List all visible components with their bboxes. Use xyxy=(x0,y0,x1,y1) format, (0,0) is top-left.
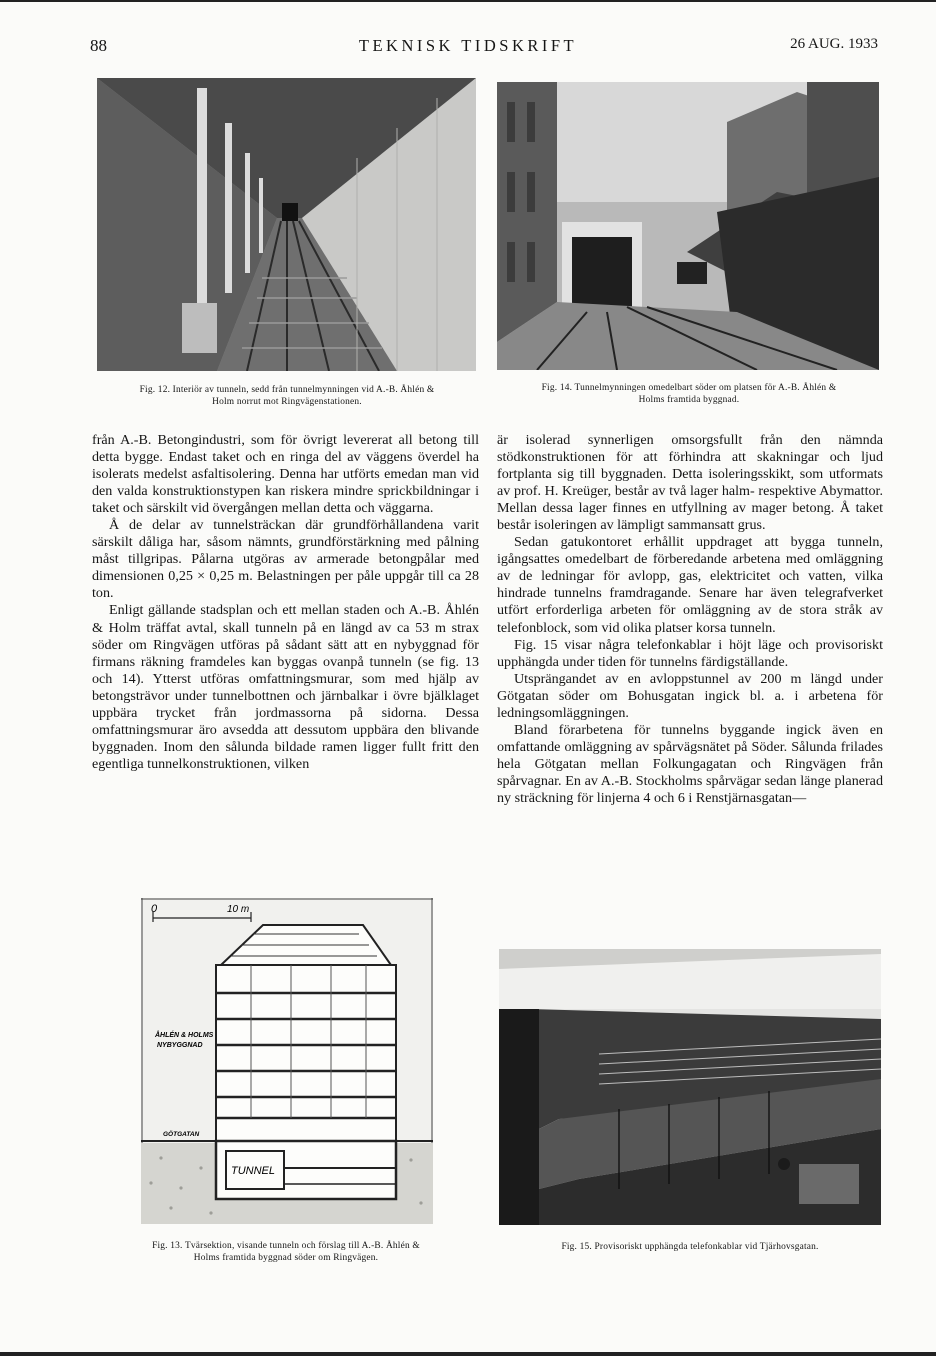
fig14-caption-line1: Fig. 14. Tunnelmynningen omedelbart söder om platsen för A.-B. Åhlén & xyxy=(541,383,837,393)
right-paragraph-5: Bland förarbetena för tunnelns byggande ingick även en omfattande omläggning av spårvägsnätet på Söder. Sålunda frilades hela Götgatan mellan Folkungagatan och Ringvägen från spårvagnar. En av A.-B. Stockholms spårvägar sedan länge planerad ny sträckning för linjerna 4 och 6 i Renstjärnasgatan— xyxy=(497,721,883,806)
fig13-caption-line1: Fig. 13. Tvärsektion, visande tunneln och förslag till A.-B. Åhlén & xyxy=(152,1241,420,1251)
fig15-caption: Fig. 15. Provisoriskt upphängda telefonkablar vid Tjärhovsgatan. xyxy=(561,1242,819,1252)
right-paragraph-2: Sedan gatukontoret erhållit uppdraget att bygga tunneln, igångsattes omedelbart de förberedande arbetena med omläggning av de ledningar för avlopp, gas, elektricitet och vatten, vilka hindrade tunnelns framdragande. Senare har även telegrafverket utfört erforderliga arbeten för omläggning av de stora stråk av telefonblock, som vid olika platser korsa tunneln. xyxy=(497,534,883,636)
fig14-caption xyxy=(494,382,884,406)
journal-title: TEKNISK TIDSKRIFT xyxy=(358,36,578,55)
fig13-drawing xyxy=(141,898,433,1224)
fig12-caption-line2: Holm norrut mot Ringvägenstationen. xyxy=(212,397,362,407)
fig13-label-building-2: NYBYGGNAD xyxy=(157,1042,203,1049)
left-paragraph-2: Å de delar av tunnelsträckan där grundförhållandena varit särskilt dåliga har, såsom nämnts, grundförstärkning med pålning måst tillgripas. Pålarna utgöras av armerade betongpålar med dimensionen 0,25 × 0,25 m. Belastningen per påle uppgår till ca 28 ton. xyxy=(92,517,479,602)
fig13-label-tunnel: TUNNEL xyxy=(231,1165,276,1177)
left-paragraph-3: Enligt gällande stadsplan och ett mellan staden och A.-B. Åhlén & Holm träffat avtal, skall tunneln på en längd av ca 53 m strax söder om Ringvägen utföras på sådant sätt att en nybyggnad för firmans räkning framdeles kan byggas ovanpå tunneln (se fig. 13 och 14). Ytterst utföras omfattningsmurar, som med hjälp av betongsträvor under tunnelbottnen och järnbalkar i övre bjälklaget uppbära trycket från jordmassorna på sidorna. Dessa omfattningsmurar äro avsedda att dessutom uppbära den blivande byggnaden. Inom den sålunda bildade ramen ligger fullt fritt den egentliga tunnelkonstruktionen, vilken xyxy=(92,602,479,772)
left-paragraph-1: från A.-B. Betongindustri, som för övrigt levererat all betong till detta bygge. Endast taket och en ringa del av väggens överdel ha isolerats medelst asfaltisolering. Denna har utförts emedan man vid den valda konstruktionstypen kan riskera mindre sprickbildningar i taket och särskilt vid övergången mellan detta och väggarna. xyxy=(92,432,479,517)
right-paragraph-3: Fig. 15 visar några telefonkablar i höjt läge och provisoriskt upphängda under tiden för tunnelns färdigställande. xyxy=(497,636,883,670)
fig12-caption xyxy=(92,384,482,408)
page-top-border xyxy=(0,0,936,2)
fig12-caption-line1: Fig. 12. Interiör av tunneln, sedd från tunnelmynningen vid A.-B. Åhlén & xyxy=(139,385,435,395)
issue-date: 26 AUG. 1933 xyxy=(790,36,878,52)
page-bottom-border xyxy=(0,1352,936,1356)
fig15-photo xyxy=(499,949,881,1225)
fig13-label-building-1: ÅHLÉN & HOLMS xyxy=(155,1032,214,1039)
right-text-column xyxy=(497,432,883,807)
fig13-caption xyxy=(88,1240,484,1264)
fig13-scale-ten: 10 m xyxy=(227,904,250,915)
fig13-label-street: GÖTGATAN xyxy=(163,1131,200,1138)
fig13-scale-zero: 0 xyxy=(151,903,158,915)
fig14-caption-line2: Holms framtida byggnad. xyxy=(638,395,740,405)
page-number: 88 xyxy=(90,36,107,55)
fig14-photo xyxy=(497,82,879,370)
right-paragraph-1: är isolerad synnerligen omsorgsfullt från den nämnda stödkonstruktionen för att förhindra att skakningar och ljud fortplanta sig till byggnaden. Detta isoleringsskikt, som utformats av prof. H. Kreüger, består av två lager halm- respektive Abymattor. Mellan dessa lager finnes en utfyllning av mager betong. Å taket består isoleringen av lämpligt sammansatt grus. xyxy=(497,432,883,534)
fig12-photo xyxy=(97,78,476,371)
fig13-caption-line2: Holms framtida byggnad söder om Ringvägen. xyxy=(193,1253,379,1263)
right-paragraph-4: Utsprängandet av en avloppstunnel av 200 m längd under Götgatan söder om Bohusgatan ingick bl. a. i arbetena för ledningsomläggningen. xyxy=(497,670,883,721)
left-text-column xyxy=(92,432,479,773)
